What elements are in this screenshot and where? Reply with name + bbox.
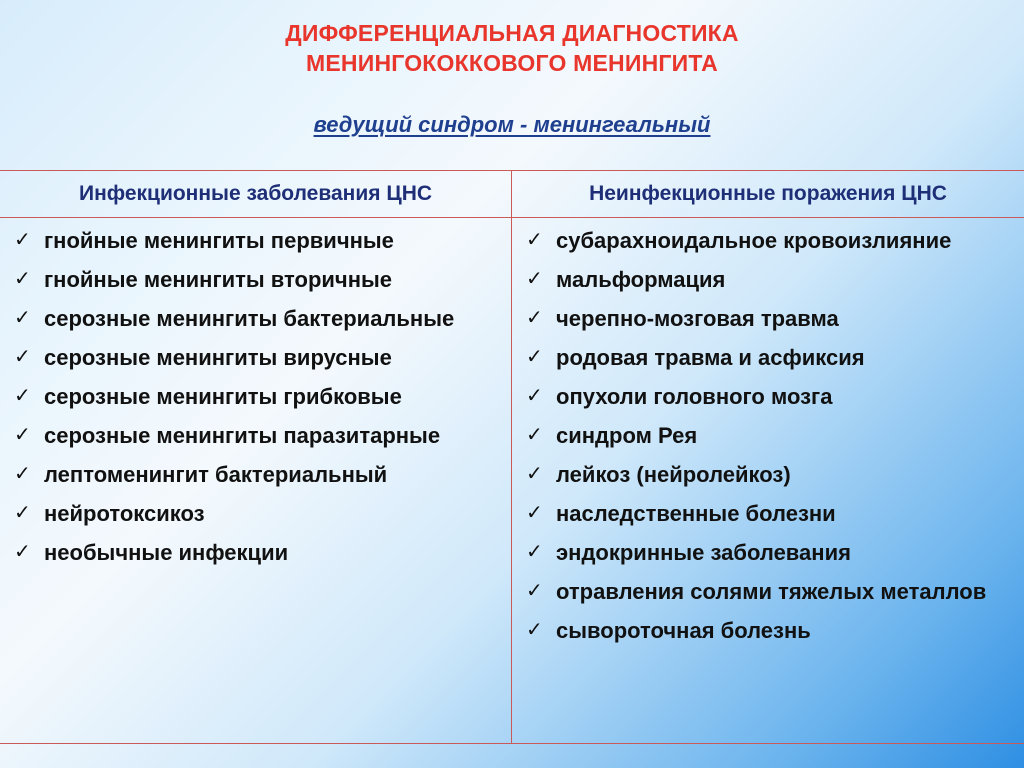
list-item	[524, 537, 1014, 568]
list-item-text: синдром Рея	[556, 423, 698, 448]
list-item-text: субарахноидальное кровоизлияние	[556, 228, 952, 253]
check-mark-icon: ✓	[14, 346, 31, 368]
list-item-text: гнойные менингиты вторичные	[44, 267, 393, 292]
list-item-text: лептоменингит бактериальный	[44, 462, 388, 487]
page-subtitle: ведущий синдром - менингеальный	[313, 112, 711, 137]
left-column-header: Инфекционные заболевания ЦНС	[78, 182, 433, 205]
list-item	[12, 225, 502, 256]
list-item-text: серозные менингиты грибковые	[44, 384, 402, 409]
list-item	[12, 420, 502, 451]
list-item	[12, 381, 502, 412]
column-divider	[511, 171, 512, 743]
check-mark-icon: ✓	[526, 463, 543, 485]
check-mark-icon: ✓	[526, 268, 543, 290]
check-mark-icon: ✓	[526, 502, 543, 524]
right-column-header: Неинфекционные поражения ЦНС	[589, 182, 947, 205]
page-title-line-2: МЕНИНГОКОККОВОГО МЕНИНГИТА	[306, 50, 718, 76]
list-item-text: эндокринные заболевания	[556, 540, 851, 565]
list-item-text: опухоли головного мозга	[556, 384, 833, 409]
list-item	[12, 303, 502, 334]
check-mark-icon: ✓	[526, 307, 543, 329]
list-item	[12, 459, 502, 490]
list-item-text: серозные менингиты паразитарные	[44, 423, 441, 448]
list-item-text: нейротоксикоз	[44, 501, 205, 526]
comparison-table	[0, 170, 1024, 744]
list-item-text: наследственные болезни	[556, 501, 836, 526]
list-item	[524, 420, 1014, 451]
list-item-text: лейкоз (нейролейкоз)	[556, 462, 791, 487]
list-item	[524, 381, 1014, 412]
page-title-line-1: ДИФФЕРЕНЦИАЛЬНАЯ ДИАГНОСТИКА	[285, 20, 739, 46]
list-item	[524, 498, 1014, 529]
check-mark-icon: ✓	[526, 580, 543, 602]
page-title	[0, 18, 1024, 78]
check-mark-icon: ✓	[14, 268, 31, 290]
list-item	[524, 576, 1014, 607]
list-item-text: мальформация	[556, 267, 726, 292]
check-mark-icon: ✓	[14, 385, 31, 407]
check-mark-icon: ✓	[14, 541, 31, 563]
check-mark-icon: ✓	[526, 619, 543, 641]
list-item	[12, 498, 502, 529]
list-item	[12, 537, 502, 568]
list-item	[524, 459, 1014, 490]
check-mark-icon: ✓	[14, 307, 31, 329]
check-mark-icon: ✓	[526, 541, 543, 563]
check-mark-icon: ✓	[14, 502, 31, 524]
check-mark-icon: ✓	[526, 424, 543, 446]
check-mark-icon: ✓	[14, 463, 31, 485]
list-item-text: необычные инфекции	[44, 540, 289, 565]
list-item	[524, 225, 1014, 256]
check-mark-icon: ✓	[526, 229, 543, 251]
list-item	[524, 342, 1014, 373]
list-item-text: серозные менингиты бактериальные	[44, 306, 455, 331]
check-mark-icon: ✓	[14, 229, 31, 251]
list-item	[524, 303, 1014, 334]
list-item-text: серозные менингиты вирусные	[44, 345, 392, 370]
check-mark-icon: ✓	[526, 346, 543, 368]
list-item-text: отравления солями тяжелых металлов	[556, 579, 987, 604]
list-item	[12, 264, 502, 295]
list-item	[12, 342, 502, 373]
header-divider	[0, 217, 1024, 218]
list-item	[524, 264, 1014, 295]
list-item-text: родовая травма и асфиксия	[556, 345, 865, 370]
check-mark-icon: ✓	[526, 385, 543, 407]
list-item-text: гнойные менингиты первичные	[44, 228, 394, 253]
left-column-list	[12, 225, 502, 576]
check-mark-icon: ✓	[14, 424, 31, 446]
right-column-list	[524, 225, 1014, 654]
list-item-text: черепно-мозговая травма	[556, 306, 839, 331]
list-item-text: сывороточная болезнь	[556, 618, 811, 643]
list-item	[524, 615, 1014, 646]
